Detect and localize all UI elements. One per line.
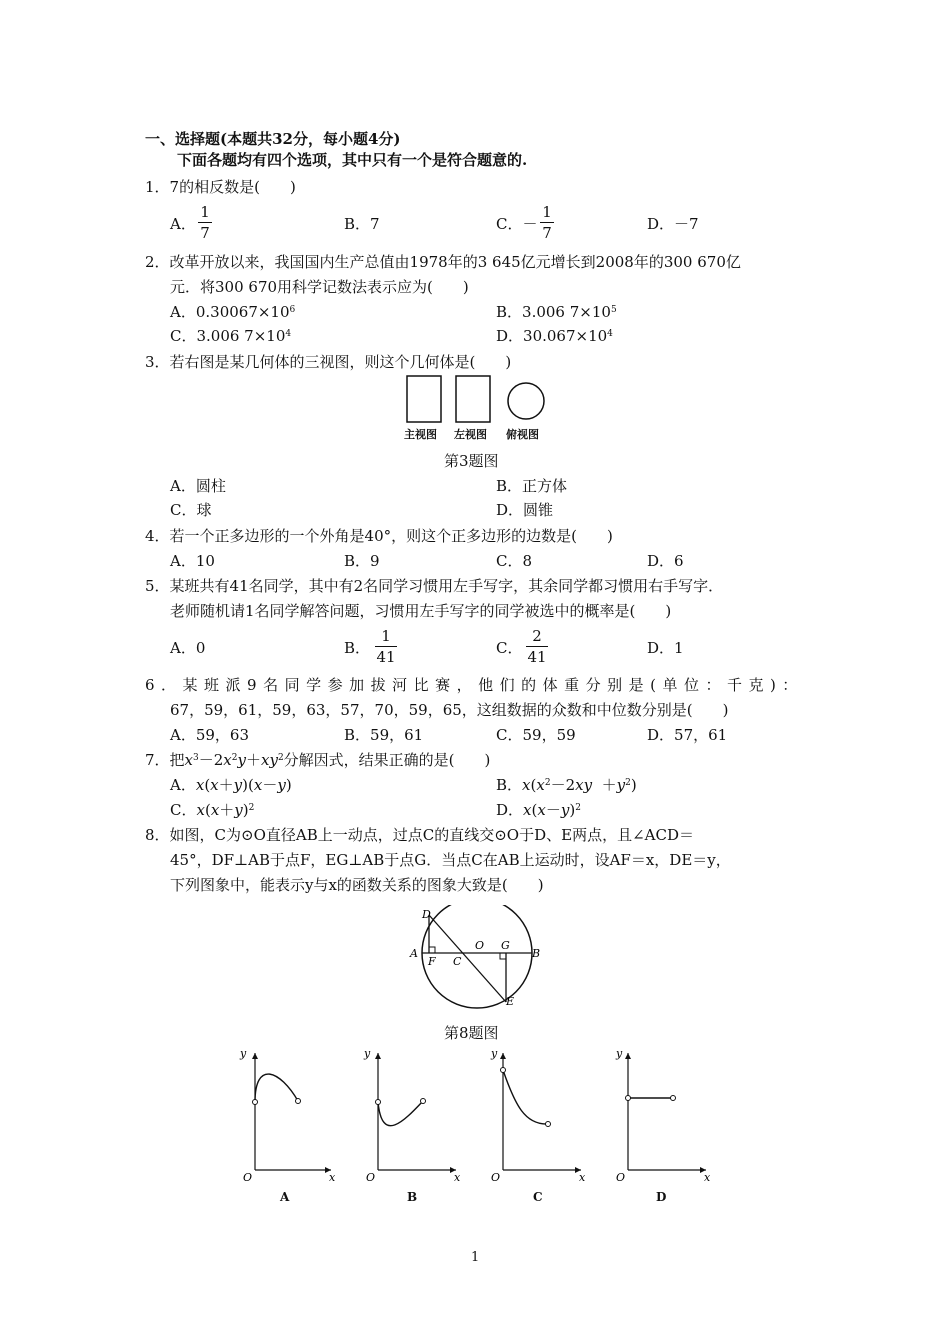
q3-option-d: D．圆锥 bbox=[496, 501, 554, 519]
numerator: 1 bbox=[542, 203, 552, 221]
q4-option-b: B．9 bbox=[344, 552, 380, 570]
q5-line2: 老师随机请1名同学解答问题，习惯用左手写字的同学被选中的概率是( ) bbox=[170, 602, 672, 620]
q8-line2: 45°，DF⊥AB于点F，EG⊥AB于点G．当点C在AB上运动时，设AF＝x，DE＝y， bbox=[170, 851, 731, 869]
label-o: O bbox=[475, 939, 485, 952]
q3-option-a: A．圆柱 bbox=[170, 477, 226, 495]
open-point-end bbox=[421, 1099, 426, 1104]
q6-option-c: C．59，59 bbox=[496, 726, 576, 744]
label-f: F bbox=[428, 955, 436, 968]
q2-option-d: D．$30.067\times 10^4$ bbox=[496, 327, 613, 345]
graph-a bbox=[235, 1045, 335, 1185]
q4-option-a: A．10 bbox=[170, 552, 215, 570]
circle-geometry-figure bbox=[405, 905, 550, 1010]
open-point-end bbox=[546, 1122, 551, 1127]
q6-option-a: A．59，63 bbox=[170, 726, 250, 744]
graph-d bbox=[610, 1045, 710, 1185]
label-d: D bbox=[422, 908, 431, 921]
label-g: G bbox=[501, 939, 510, 952]
right-angle-g bbox=[500, 953, 506, 959]
denominator: 41 bbox=[376, 648, 396, 666]
origin-label: O bbox=[616, 1171, 626, 1184]
section-title: 一、选择题(本题共32分，每小题4分) bbox=[145, 130, 401, 148]
q7-option-c: C．$x(x+y)^2$ bbox=[170, 801, 255, 819]
origin-label: O bbox=[243, 1171, 253, 1184]
q5-line1: 5．某班共有41名同学，其中有2名同学习惯用左手写字，其余同学都习惯用右手写字． bbox=[145, 577, 724, 595]
q6-line1: 6．某班派9名同学参加拔河比赛，他们的体重分别是(单位：千克)： bbox=[145, 676, 804, 694]
x-label: x bbox=[329, 1171, 335, 1184]
page-number: 1 bbox=[471, 1250, 480, 1265]
q5-option-c-label: C． bbox=[496, 639, 523, 657]
q8-line1: 8．如图，C为⊙O直径AB上一动点，过点C的直线交⊙O于D、E两点，且∠ACD＝ bbox=[145, 826, 694, 844]
x-label: x bbox=[579, 1171, 585, 1184]
right-angle-f bbox=[429, 947, 435, 953]
left-view-rect bbox=[456, 376, 490, 422]
denominator: 7 bbox=[200, 224, 210, 242]
front-view-rect bbox=[407, 376, 441, 422]
circle-o bbox=[422, 905, 532, 1008]
q7-option-b: B．$x(x^2-2xy +y^2)$ bbox=[496, 776, 637, 794]
top-view-circle bbox=[508, 383, 544, 419]
q3-option-c: C．球 bbox=[170, 501, 212, 519]
open-point-start bbox=[253, 1100, 258, 1105]
origin-label: O bbox=[491, 1171, 501, 1184]
graph-b-label: B bbox=[407, 1190, 418, 1204]
section-instruction: 下面各题均有四个选项，其中只有一个是符合题意的. bbox=[177, 151, 528, 169]
q1-option-c-fraction bbox=[540, 203, 554, 242]
view-label-left: 左视图 bbox=[454, 428, 487, 441]
q6-option-d: D．57，61 bbox=[647, 726, 728, 744]
origin-label: O bbox=[366, 1171, 376, 1184]
curve bbox=[378, 1101, 423, 1126]
open-point-start bbox=[376, 1100, 381, 1105]
q1-stem: 1．7的相反数是( ) bbox=[145, 178, 296, 196]
label-b: B bbox=[532, 947, 541, 960]
y-label: y bbox=[491, 1047, 498, 1060]
denominator: 7 bbox=[542, 224, 552, 242]
graph-b bbox=[360, 1045, 460, 1185]
x-label: x bbox=[454, 1171, 460, 1184]
open-point-start bbox=[501, 1068, 506, 1073]
q2-line2: 元．将300 670用科学记数法表示应为( ) bbox=[170, 278, 469, 296]
q2-line1: 2．改革开放以来，我国国内生产总值由1978年的3 645亿元增长到2008年的300 670亿 bbox=[145, 253, 741, 271]
q3-option-b: B．正方体 bbox=[496, 477, 568, 495]
line-de bbox=[429, 915, 506, 1002]
graph-a-label: A bbox=[280, 1190, 290, 1204]
numerator: 1 bbox=[381, 627, 391, 645]
q4-stem: 4．若一个正多边形的一个外角是40°，则这个正多边形的边数是( ) bbox=[145, 527, 613, 545]
q2-option-a: A．$0.30067\times 10^6$ bbox=[170, 303, 296, 321]
q6-option-b: B．59，61 bbox=[344, 726, 424, 744]
q1-option-c-label: C．－ bbox=[496, 215, 538, 233]
three-view-figure bbox=[400, 372, 550, 428]
q1-option-a-label: A． bbox=[170, 215, 196, 233]
view-label-front: 主视图 bbox=[404, 428, 437, 441]
numerator: 2 bbox=[532, 627, 542, 645]
q3-stem: 3．若右图是某几何体的三视图，则这个几何体是( ) bbox=[145, 353, 512, 371]
x-label: x bbox=[704, 1171, 710, 1184]
q5-option-b-fraction bbox=[375, 627, 397, 666]
q5-option-d: D．1 bbox=[647, 639, 684, 657]
q2-option-b: B．3.006 $7\times 10^5$ bbox=[496, 303, 617, 321]
y-label: y bbox=[240, 1047, 247, 1060]
q7-option-d: D．$x(x-y)^2$ bbox=[496, 801, 581, 819]
q6-line2: 67，59，61，59，63，57，70，59，65，这组数据的众数和中位数分别是( ) bbox=[170, 701, 729, 719]
open-point-end bbox=[671, 1096, 676, 1101]
q5-option-b-label: B． bbox=[344, 639, 371, 657]
y-label: y bbox=[364, 1047, 371, 1060]
q5-option-a: A．0 bbox=[170, 639, 206, 657]
view-label-top: 俯视图 bbox=[506, 428, 539, 441]
curve bbox=[255, 1074, 298, 1102]
label-a: A bbox=[410, 947, 418, 960]
curve bbox=[503, 1070, 548, 1124]
denominator: 41 bbox=[527, 648, 547, 666]
q7-option-a: A．x(x＋y)(x－y) bbox=[170, 776, 292, 794]
q1-option-d: D．－7 bbox=[647, 215, 699, 233]
q8-caption: 第8题图 bbox=[444, 1024, 499, 1042]
q4-option-d: D．6 bbox=[647, 552, 684, 570]
q3-caption: 第3题图 bbox=[444, 452, 499, 470]
q7-stem: 7．把$x^3-2x^2y+xy^2$分解因式，结果正确的是( ) bbox=[145, 751, 491, 769]
graph-c-label: C bbox=[533, 1190, 543, 1204]
open-point-end bbox=[296, 1099, 301, 1104]
label-c: C bbox=[453, 955, 462, 968]
q8-line3: 下列图象中，能表示y与x的函数关系的图象大致是( ) bbox=[170, 876, 544, 894]
q4-option-c: C．8 bbox=[496, 552, 533, 570]
q2-option-c: C．3.006 $7\times 10^4$ bbox=[170, 327, 292, 345]
numerator: 1 bbox=[200, 203, 210, 221]
y-label: y bbox=[616, 1047, 623, 1060]
q1-option-b: B．7 bbox=[344, 215, 380, 233]
label-e: E bbox=[506, 995, 515, 1008]
graph-d-label: D bbox=[656, 1190, 667, 1204]
q5-option-c-fraction bbox=[526, 627, 548, 666]
graph-c bbox=[485, 1045, 585, 1185]
open-point-start bbox=[626, 1096, 631, 1101]
q1-option-a-fraction bbox=[198, 203, 212, 242]
